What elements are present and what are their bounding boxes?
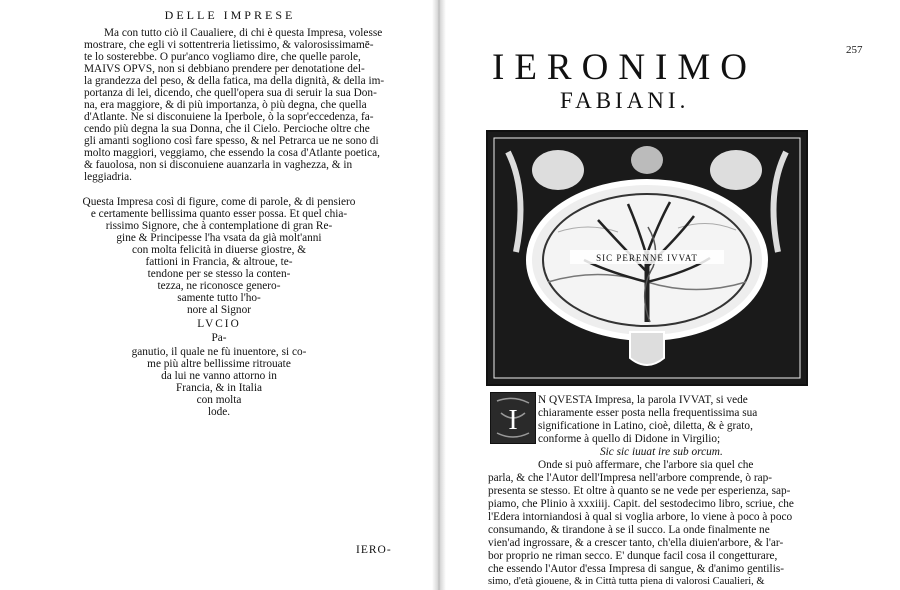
text-line: Pa- (211, 332, 227, 344)
text-line: ganutio, il quale ne fù inuentore, si co- (131, 346, 307, 358)
text-line: mostrare, che egli vi sottentreria lietissimo, & valorosissimamē- (84, 39, 374, 51)
text-line: piamo, che Plinio à xxxiiij. Capit. del sestodecimo libro, scriue, che (488, 498, 794, 510)
text-line: chiaramente esser posta nella frequentissima sua (538, 407, 758, 419)
text-line: portanza di lei, dicendo, che quell'opera sua di seruir la sua Don- (84, 87, 377, 99)
text-line: tezza, ne riconosce genero- (157, 280, 281, 292)
book-gutter (432, 0, 446, 590)
text-line: Ma con tutto ciò il Caualiere, di chi è questa Impresa, volesse (104, 27, 383, 39)
text-line: me più altre bellissime ritrouate (147, 358, 291, 370)
text-line: N QVESTA Impresa, la parola IVVAT, si vede (538, 394, 748, 406)
text-line: MAIVS OPVS, non si debbiano prendere per denotatione del- (84, 63, 365, 75)
text-line: conforme à quello di Didone in Virgilio; (538, 433, 721, 445)
text-line: gli amanti sogliono così fare spesso, & nel Petrarca ue ne sono di (84, 135, 379, 147)
text-line: Francia, & in Italia (176, 382, 262, 394)
page-subtitle: FABIANI. (560, 88, 690, 113)
text-line: Onde si può affermare, che l'arbore sia quel che (538, 459, 754, 471)
text-line: lode. (207, 406, 231, 418)
text-line: LVCIO (197, 318, 241, 330)
drop-capital (490, 392, 536, 444)
text-line: d'Atlante. Ne si disconuiene la Iperbole, ò la sopr'eccedenza, fa- (84, 111, 374, 123)
text-line: la grandezza del peso, & della fatica, ma della dignità, & della im- (84, 75, 385, 87)
text-line: e certamente bellissima quanto esser possa. Et quel chia- (90, 208, 348, 220)
verse-quotation: Sic sic iuuat ire sub orcum. (600, 446, 723, 458)
page-number: 257 (846, 44, 863, 56)
running-head: DELLE IMPRESE (164, 8, 296, 22)
drop-capital-ornament (491, 393, 535, 443)
text-line: molto maggiori, veggiamo, che essendo la cosa d'Atlante poetica, (84, 147, 380, 159)
text-line: leggiadria. (84, 171, 132, 183)
text-line: da lui ne vanno attorno in (161, 370, 277, 382)
text-line: samente tutto l'ho- (177, 292, 261, 304)
text-line: simo, d'età giouene, & in Città tutta piena di valorosi Caualieri, & (488, 576, 765, 587)
text-line: con molta (196, 394, 242, 406)
drop-capital-letter: I (508, 405, 518, 436)
emblem-illustration (488, 132, 806, 384)
text-line: Questa Impresa così di figure, come di parole, & di pensiero (82, 196, 356, 208)
text-line: & fauolosa, non si disconuiene auanzarla in vaghezza, & in (84, 159, 353, 171)
text-line: cendo più degna la sua Donna, che il Cielo. Percioche oltre che (84, 123, 370, 135)
text-line: consumando, & tirandone à se il succo. La onde finalmente ne (488, 524, 770, 536)
text-line: te lo sosterebbe. O pur'anco vogliamo dire, che quelle parole, (84, 51, 361, 63)
text-line: vien'ad ingrossare, & a crescer tanto, ch'ella diuien'arbore, & l'ar- (488, 537, 784, 549)
text-line: parla, & che l'Autor dell'Impresa nell'arbore comprende, ò rap- (488, 472, 773, 484)
catchword: IERO- (356, 544, 392, 556)
text-line: nore al Signor (186, 304, 251, 316)
text-line: significatione in Latino, cioè, diletta, & è grato, (538, 420, 753, 432)
text-line: fattioni in Francia, & altroue, te- (145, 256, 293, 268)
text-line: bor proprio ne riman secco. E' dunque facil cosa il congetturare, (488, 550, 778, 562)
page-title: IERONIMO (492, 47, 757, 88)
emblem-engraving (486, 130, 808, 386)
text-line: rissimo Signore, che à contemplatione di gran Re- (105, 220, 333, 232)
text-line: gine & Principesse l'ha vsata da già molt'anni (116, 232, 322, 244)
text-line: con molta felicità in diuerse giostre, & (131, 244, 307, 256)
text-line: na, era maggiore, & di più importanza, ò più degna, che quella (84, 99, 367, 111)
emblem-motto: SIC PERENNE IVVAT (596, 253, 698, 263)
text-line: che essendo l'Autor d'essa Impresa di sangue, & d'animo gentilis- (488, 563, 784, 575)
left-page (0, 0, 438, 590)
text-line: presenta se stesso. Et oltre à quanto se ne vede per esperienza, sap- (488, 485, 791, 497)
text-line: tendone per se stesso la conten- (147, 268, 291, 280)
text-line: l'Edera intorniandosi à qual si voglia arbore, lo viene à poco à poco (488, 511, 793, 523)
